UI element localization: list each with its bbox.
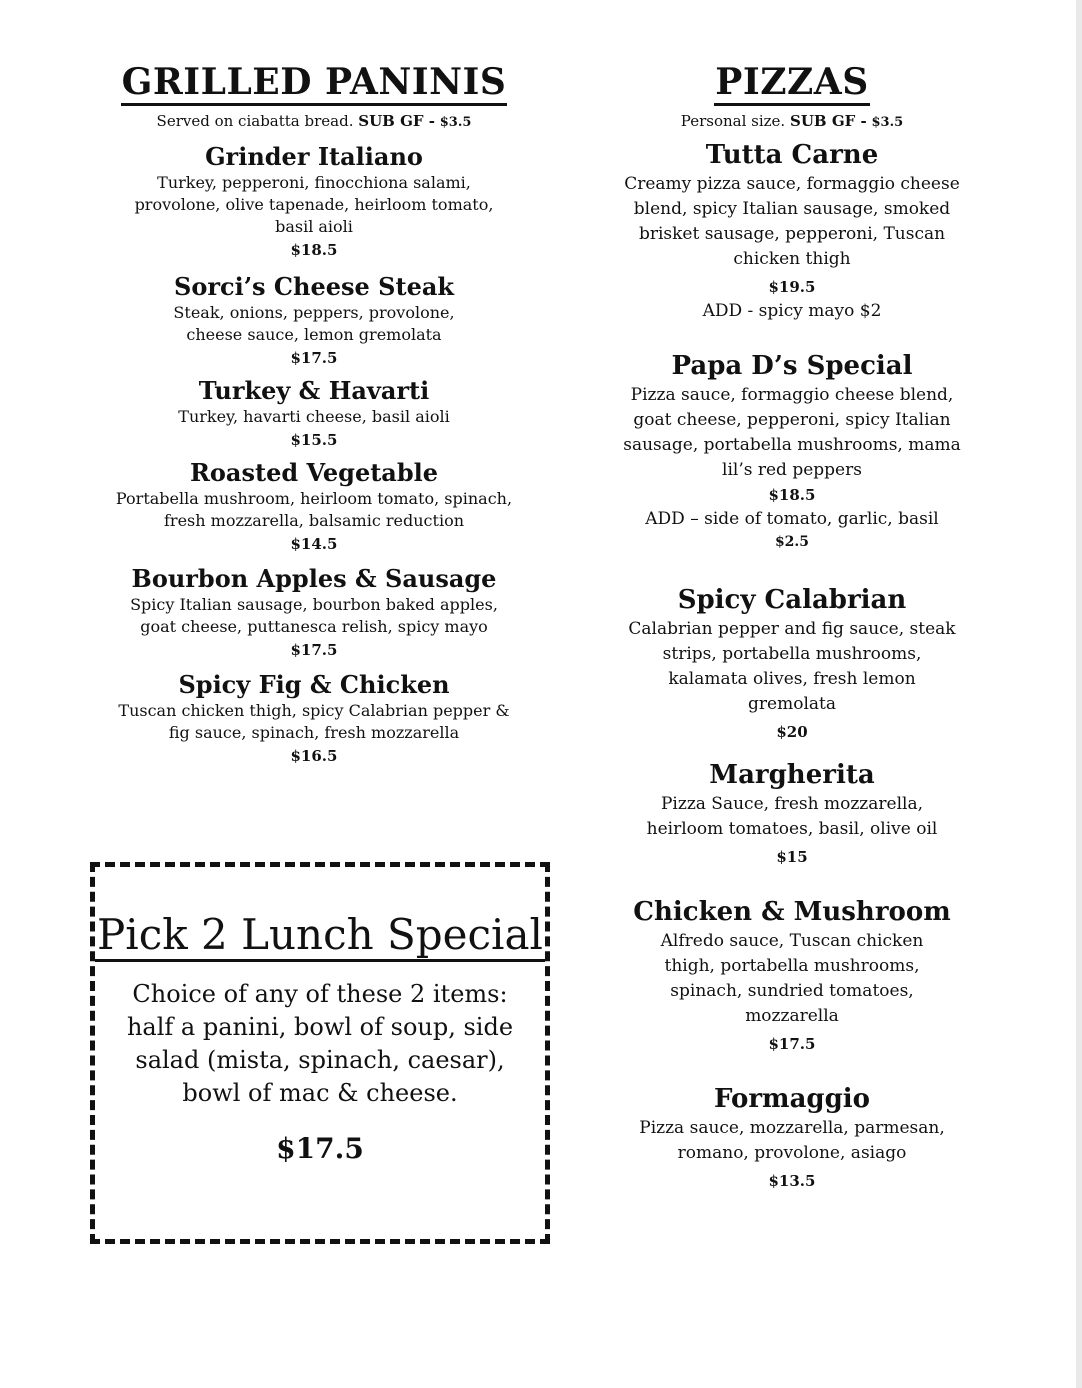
page-edge (1076, 0, 1082, 1388)
panini-price: $18.5 (290, 241, 338, 259)
pizza-addon: ADD - spicy mayo $2 (702, 301, 882, 321)
paninis-note-sub: SUB GF - (358, 112, 435, 130)
pizza-price: $20 (776, 723, 808, 741)
panini-desc: Steak, onions, peppers, provolone, cheese sauce, lemon gremolata (173, 303, 455, 344)
panini-desc: Turkey, pepperoni, finocchiona salami, provolone, olive tapenade, heirloom tomato, basil aioli (134, 173, 494, 236)
panini-price: $14.5 (290, 535, 338, 553)
pizza-price: $15 (776, 848, 808, 866)
pizza-name: Margherita (709, 760, 875, 790)
pizza-price: $13.5 (768, 1172, 816, 1190)
pizza-item (622, 1082, 962, 1193)
paninis-note (108, 112, 520, 132)
lunch-special-desc: Choice of any of these 2 items: half a panini, bowl of soup, side salad (mista, spinach, caesar), bowl of mac & cheese. (126, 980, 514, 1107)
panini-item (108, 272, 520, 370)
panini-item (108, 142, 520, 262)
pizza-desc: Pizza sauce, formaggio cheese blend, goat cheese, pepperoni, spicy Italian sausage, portabella mushrooms, mama lil’s red peppers (623, 385, 961, 480)
pizza-item (622, 583, 962, 744)
panini-item (108, 564, 520, 662)
pizza-addon-price: $2.5 (774, 534, 810, 550)
pizzas-section (622, 62, 962, 1193)
panini-price: $16.5 (290, 747, 338, 765)
pizzas-note-price: $3.5 (871, 115, 904, 130)
pizza-price: $17.5 (768, 1035, 816, 1053)
panini-desc: Portabella mushroom, heirloom tomato, spinach, fresh mozzarella, balsamic reduction (115, 489, 513, 530)
paninis-title: GRILLED PANINIS (121, 62, 508, 106)
panini-desc: Spicy Italian sausage, bourbon baked apples, goat cheese, puttanesca relish, spicy mayo (130, 595, 498, 636)
panini-item (108, 670, 520, 768)
pizza-name: Spicy Calabrian (677, 585, 907, 615)
pizza-name: Papa D’s Special (671, 351, 913, 381)
panini-price: $15.5 (290, 431, 338, 449)
pizza-desc: Creamy pizza sauce, formaggio cheese blend, spicy Italian sausage, smoked brisket sausage, pepperoni, Tuscan chicken thigh (624, 174, 960, 269)
pizzas-note (622, 112, 962, 132)
panini-item (108, 376, 520, 452)
pizzas-title: PIZZAS (714, 62, 869, 106)
paninis-note-price: $3.5 (439, 115, 472, 130)
panini-price: $17.5 (290, 349, 338, 367)
panini-name: Bourbon Apples & Sausage (131, 564, 497, 593)
panini-name: Grinder Italiano (205, 142, 423, 171)
pizza-price: $19.5 (768, 278, 816, 296)
pizza-desc: Pizza Sauce, fresh mozzarella, heirloom tomatoes, basil, olive oil (646, 794, 938, 839)
pizza-item (622, 349, 962, 553)
paninis-note-text: Served on ciabatta bread. (156, 112, 354, 130)
panini-name: Sorci’s Cheese Steak (173, 272, 455, 301)
pizza-item (622, 758, 962, 869)
panini-name: Spicy Fig & Chicken (178, 670, 450, 699)
panini-desc: Turkey, havarti cheese, basil aioli (178, 407, 450, 426)
pizza-name: Tutta Carne (705, 140, 879, 170)
pizza-price: $18.5 (768, 486, 816, 504)
pizza-desc: Calabrian pepper and fig sauce, steak strips, portabella mushrooms, kalamata olives, fresh lemon gremolata (628, 619, 956, 714)
panini-price: $17.5 (290, 641, 338, 659)
panini-name: Turkey & Havarti (198, 376, 430, 405)
panini-item (108, 458, 520, 556)
pizza-addon: ADD – side of tomato, garlic, basil (645, 509, 939, 529)
panini-name: Roasted Vegetable (189, 458, 439, 487)
pizza-name: Chicken & Mushroom (633, 897, 951, 927)
pizzas-note-sub: SUB GF - (790, 112, 867, 130)
pizza-item (622, 895, 962, 1056)
pizza-item (622, 138, 962, 323)
lunch-special-price: $17.5 (276, 1132, 364, 1165)
pizza-desc: Alfredo sauce, Tuscan chicken thigh, portabella mushrooms, spinach, sundried tomatoes, mozzarella (660, 931, 924, 1026)
pizza-name: Formaggio (713, 1084, 870, 1114)
paninis-section (108, 62, 520, 768)
lunch-special-box (90, 862, 550, 1244)
lunch-special-title: Pick 2 Lunch Special (95, 911, 545, 962)
panini-desc: Tuscan chicken thigh, spicy Calabrian pepper & fig sauce, spinach, fresh mozzarella (118, 701, 510, 742)
pizzas-note-text: Personal size. (680, 112, 786, 130)
pizza-desc: Pizza sauce, mozzarella, parmesan, romano, provolone, asiago (639, 1118, 945, 1163)
